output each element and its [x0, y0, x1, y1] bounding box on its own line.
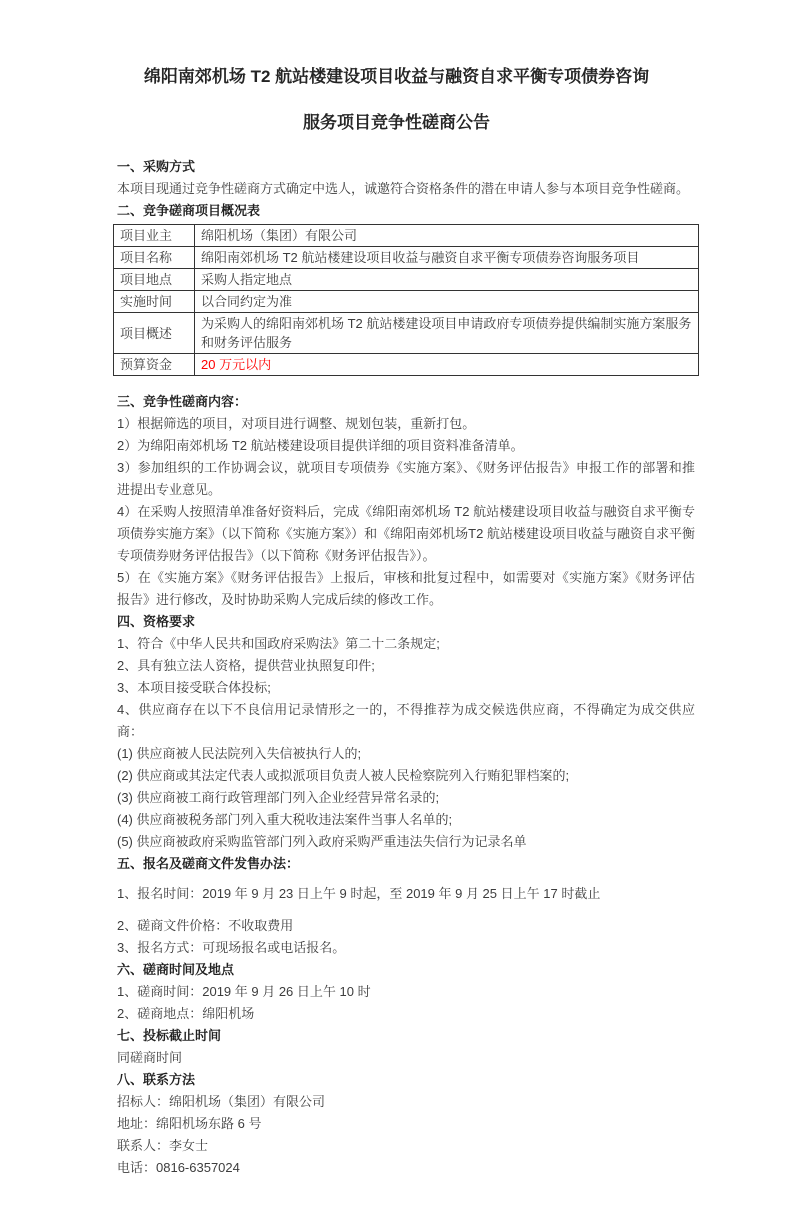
registration-item: 2、磋商文件价格：不收取费用	[117, 918, 294, 933]
qualification-item: 2、具有独立法人资格，提供营业执照复印件;	[117, 658, 375, 673]
credit-record-item: (4) 供应商被税务部门列入重大税收违法案件当事人名单的;	[117, 812, 453, 827]
table-row	[114, 225, 699, 247]
row-value-cell: 绵阳南郊机场 T2 航站楼建设项目收益与融资自求平衡专项债券咨询服务项目	[195, 247, 699, 269]
section-content-heading: 三、竞争性磋商内容：	[117, 394, 248, 409]
table-row	[114, 247, 699, 269]
purchase-method-paragraph: 本项目现通过竞争性磋商方式确定中选人，诚邀符合资格条件的潜在申请人参与本项目竞争性磋商。	[117, 181, 690, 196]
section-qualification-heading: 四、资格要求	[117, 614, 196, 629]
qualification-item: 1、符合《中华人民共和国政府采购法》第二十二条规定;	[117, 636, 440, 651]
deadline-paragraph: 同磋商时间	[117, 1050, 183, 1065]
budget-amount-value: 20 万元以内	[195, 354, 699, 376]
row-label-cell: 预算资金	[114, 354, 195, 376]
credit-record-item: (3) 供应商被工商行政管理部门列入企业经营异常名录的;	[117, 790, 440, 805]
table-row	[114, 269, 699, 291]
content-item: 1）根据筛选的项目，对项目进行调整、规划包装，重新打包。	[117, 416, 476, 431]
title-line-1: 绵阳南郊机场 T2 航站楼建设项目收益与融资自求平衡专项债券咨询	[143, 67, 650, 86]
credit-record-item: (5) 供应商被政府采购监管部门列入政府采购严重违法失信行为记录名单	[117, 834, 527, 849]
registration-item: 1、报名时间：2019 年 9 月 23 日上午 9 时起，至 2019 年 9 月 25 日上午 17 时截止	[117, 886, 601, 901]
section-overview-heading: 二、竞争磋商项目概况表	[117, 203, 261, 218]
registration-item: 3、报名方式：可现场报名或电话报名。	[117, 940, 346, 955]
contact-item: 地址：绵阳机场东路 6 号	[117, 1116, 262, 1131]
overview-table	[113, 224, 699, 376]
section-deadline-heading: 七、投标截止时间	[117, 1028, 222, 1043]
row-value-cell: 采购人指定地点	[195, 269, 699, 291]
row-value-cell: 以合同约定为准	[195, 291, 699, 313]
title-line-2: 服务项目竞争性磋商公告	[303, 113, 490, 132]
row-label-cell: 项目概述	[114, 313, 195, 354]
row-value-cell: 为采购人的绵阳南郊机场 T2 航站楼建设项目申请政府专项债券提供编制实施方案服务和财务评估服务	[195, 313, 699, 354]
negotiation-item: 1、磋商时间：2019 年 9 月 26 日上午 10 时	[117, 984, 371, 999]
section-contact-heading: 八、联系方法	[117, 1072, 196, 1087]
row-value-cell: 绵阳机场（集团）有限公司	[195, 225, 699, 247]
section-negotiation-time-heading: 六、磋商时间及地点	[117, 962, 235, 977]
table-row	[114, 354, 699, 376]
document-body	[117, 156, 695, 1179]
row-label-cell: 实施时间	[114, 291, 195, 313]
content-item: 5）在《实施方案》《财务评估报告》上报后，审核和批复过程中，如需要对《实施方案》《财务评估报告》进行修改，及时协助采购人完成后续的修改工作。	[117, 570, 695, 607]
contact-item: 联系人：李女士	[117, 1138, 209, 1153]
document-title	[0, 0, 793, 136]
content-item: 2）为绵阳南郊机场 T2 航站楼建设项目提供详细的项目资料准备清单。	[117, 438, 524, 453]
qualification-item: 3、本项目接受联合体投标;	[117, 680, 271, 695]
contact-item: 电话：0816-6357024	[117, 1160, 240, 1175]
credit-record-item: (1) 供应商被人民法院列入失信被执行人的;	[117, 746, 362, 761]
section-purchase-method-heading: 一、采购方式	[117, 159, 196, 174]
content-item: 3）参加组织的工作协调会议，就项目专项债券《实施方案》、《财务评估报告》申报工作的部署和推进提出专业意见。	[117, 460, 695, 497]
row-label-cell: 项目业主	[114, 225, 195, 247]
credit-record-item: (2) 供应商或其法定代表人或拟派项目负责人被人民检察院列入行贿犯罪档案的;	[117, 768, 570, 783]
row-label-cell: 项目地点	[114, 269, 195, 291]
table-row	[114, 313, 699, 354]
contact-item: 招标人：绵阳机场（集团）有限公司	[117, 1094, 326, 1109]
table-row	[114, 291, 699, 313]
negotiation-item: 2、磋商地点：绵阳机场	[117, 1006, 255, 1021]
section-registration-heading: 五、报名及磋商文件发售办法：	[117, 856, 300, 871]
qualification-item: 4、供应商存在以下不良信用记录情形之一的，不得推荐为成交候选供应商，不得确定为成交供应商：	[117, 702, 695, 739]
row-label-cell: 项目名称	[114, 247, 195, 269]
content-item: 4）在采购人按照清单准备好资料后，完成《绵阳南郊机场 T2 航站楼建设项目收益与融资自求平衡专项债券实施方案》（以下简称《实施方案》）和《绵阳南郊机场T2 航站楼建设项目收益与融资自求平衡专项债券财务评估报告》（以下简称《财务评估报告》）。	[117, 504, 695, 563]
